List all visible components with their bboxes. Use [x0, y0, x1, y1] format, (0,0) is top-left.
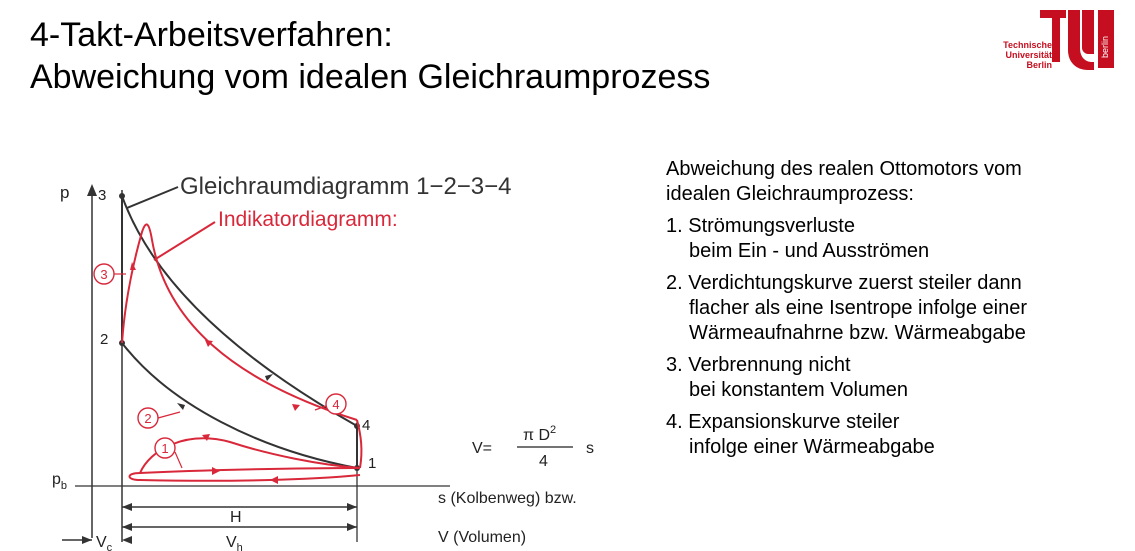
tu-berlin-logo: [996, 8, 1114, 70]
vc-label: $V_c$: [96, 534, 113, 551]
point-4-label: 4: [362, 417, 371, 434]
point-3-marker: [119, 193, 125, 199]
otto-cycle-diagram: [30, 150, 620, 551]
item-3-line-1: 3. Verbrennung nicht: [666, 354, 851, 376]
vh-label: $V_h$: [226, 534, 243, 551]
list-item: [666, 271, 1126, 346]
ideal-diagram-label: Gleichraumdiagramm 1−2−3−4: [180, 173, 512, 200]
item-4-line-1: 4. Expansionskurve steiler: [666, 411, 900, 433]
logo-mark-icon: [996, 8, 1114, 70]
deviation-list: [666, 157, 1126, 467]
formula-numerator: π $D^2$: [523, 424, 557, 444]
circle-3-label: 3: [100, 267, 108, 282]
intro-line-1: Abweichung des realen Ottomotors vom: [666, 158, 1022, 180]
list-item: [666, 353, 1126, 403]
formula-s: s: [586, 440, 594, 457]
circle-2-label: 2: [144, 411, 152, 426]
logo-line-2: Universität: [1005, 50, 1052, 60]
x-axis-label-volume: V (Volumen): [438, 529, 527, 546]
item-2-line-2: flacher als eine Isentrope infolge einer: [689, 297, 1027, 319]
point-2-label: 2: [100, 331, 109, 348]
logo-line-1: Technische: [1003, 40, 1052, 50]
item-1-line-2: beim Ein - und Ausströmen: [689, 240, 930, 262]
formula-lhs: V=: [472, 440, 493, 457]
p-label: p: [60, 183, 70, 202]
circle-4-label: 4: [332, 397, 340, 412]
formula-denominator: 4: [539, 453, 548, 470]
item-2-line-3: Wärmeaufnahrne bzw. Wärmeabgabe: [689, 322, 1026, 344]
notes-intro: [666, 157, 1126, 207]
list-item: [666, 214, 1126, 264]
intro-line-2: idealen Gleichraumprozess:: [666, 183, 914, 205]
item-1-line-1: 1. Strömungsverluste: [666, 215, 855, 237]
circle-1-label: 1: [161, 441, 169, 456]
h-label: H: [230, 509, 242, 526]
title-line-2: Abweichung vom idealen Gleichraumprozess: [30, 58, 711, 96]
logo-line-3: Berlin: [1026, 60, 1052, 70]
item-4-line-2: infolge einer Wärmeabgabe: [689, 436, 935, 458]
logo-side-text: berlin: [1100, 35, 1110, 58]
title-line-1: 4-Takt-Arbeitsverfahren:: [30, 16, 393, 54]
point-1-label: 1: [368, 455, 377, 472]
list-item: [666, 410, 1126, 460]
indicator-diagram-label: Indikatordiagramm:: [218, 208, 398, 231]
item-3-line-2: bei konstantem Volumen: [689, 379, 909, 401]
slide-title: [30, 14, 710, 98]
pb-label: $p_b$: [52, 471, 68, 492]
point-3-label: 3: [98, 187, 107, 204]
x-axis-label-stroke: s (Kolbenweg) bzw.: [438, 490, 577, 507]
item-2-line-1: 2. Verdichtungskurve zuerst steiler dann: [666, 272, 1022, 294]
